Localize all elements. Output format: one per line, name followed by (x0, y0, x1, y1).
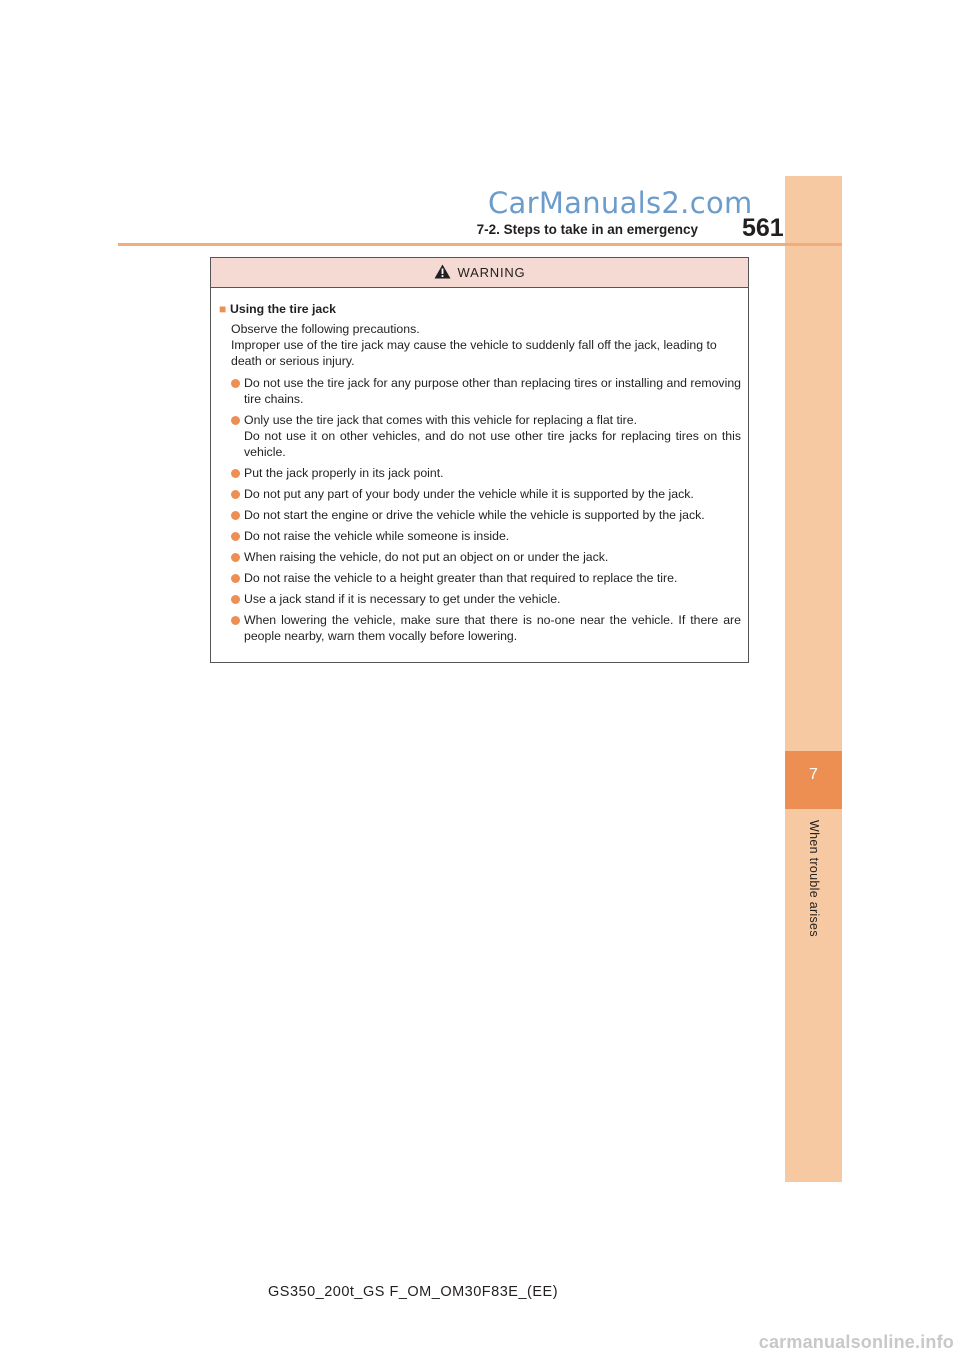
list-item (231, 570, 741, 586)
list-item (231, 375, 741, 407)
bullet-dot-icon (231, 469, 240, 478)
bullet-dot-icon (231, 532, 240, 541)
list-item-line: Only use the tire jack that comes with this vehicle for replacing a flat tire. (244, 413, 637, 427)
watermark-top: CarManuals2.com (488, 186, 753, 220)
intro-text (231, 321, 741, 369)
intro-line: Observe the following precautions. (231, 322, 420, 336)
list-item-text: Do not raise the vehicle to a height greater than that required to replace the tire. (244, 571, 678, 585)
bullet-dot-icon (231, 553, 240, 562)
list-item (231, 591, 741, 607)
list-item (231, 549, 741, 565)
list-item-text: When lowering the vehicle, make sure that there is no-one near the vehicle. If there are people nearby, warn them vocally before lowering. (244, 613, 741, 643)
warning-triangle-icon (434, 264, 451, 279)
warning-box (210, 257, 749, 663)
list-item-text: Use a jack stand if it is necessary to get under the vehicle. (244, 592, 561, 606)
list-item (231, 465, 741, 481)
bullet-dot-icon (231, 379, 240, 388)
list-item (231, 612, 741, 644)
list-item-text: Put the jack properly in its jack point. (244, 466, 444, 480)
bullet-dot-icon (231, 574, 240, 583)
warning-body (211, 288, 748, 644)
page-number: 561 (742, 214, 784, 242)
list-item-text (244, 412, 741, 460)
chapter-title: When trouble arises (807, 820, 821, 937)
warning-label: WARNING (457, 265, 526, 280)
bullet-dot-icon (231, 595, 240, 604)
precaution-list (231, 375, 741, 644)
chapter-number: 7 (809, 766, 818, 783)
bullet-dot-icon (231, 490, 240, 499)
list-item-text: Do not raise the vehicle while someone is inside. (244, 529, 510, 543)
warning-header (211, 258, 748, 288)
list-item-line: Do not use it on other vehicles, and do not use other tire jacks for replacing tires on this vehicle. (244, 429, 741, 459)
document-code: GS350_200t_GS F_OM_OM30F83E_(EE) (268, 1284, 559, 1300)
bullet-dot-icon (231, 511, 240, 520)
list-item-text: When raising the vehicle, do not put an object on or under the jack. (244, 550, 609, 564)
list-item-text: Do not use the tire jack for any purpose other than replacing tires or installing and removing tire chains. (244, 376, 741, 406)
section-heading-text: Using the tire jack (230, 302, 336, 316)
section-title: 7-2. Steps to take in an emergency (476, 222, 698, 237)
side-strip (785, 176, 842, 1182)
bullet-dot-icon (231, 616, 240, 625)
square-bullet-icon: ■ (219, 302, 227, 316)
header-rule (118, 243, 842, 246)
list-item (231, 486, 741, 502)
bullet-dot-icon (231, 416, 240, 425)
list-item (231, 507, 741, 523)
section-heading (219, 301, 741, 317)
watermark-bottom: carmanualsonline.info (758, 1332, 954, 1352)
list-item (231, 412, 741, 460)
list-item (231, 528, 741, 544)
list-item-text: Do not put any part of your body under the vehicle while it is supported by the jack. (244, 487, 694, 501)
intro-line: Improper use of the tire jack may cause the vehicle to suddenly fall off the jack, leading to death or serious injury. (231, 338, 717, 368)
list-item-text: Do not start the engine or drive the vehicle while the vehicle is supported by the jack. (244, 508, 705, 522)
